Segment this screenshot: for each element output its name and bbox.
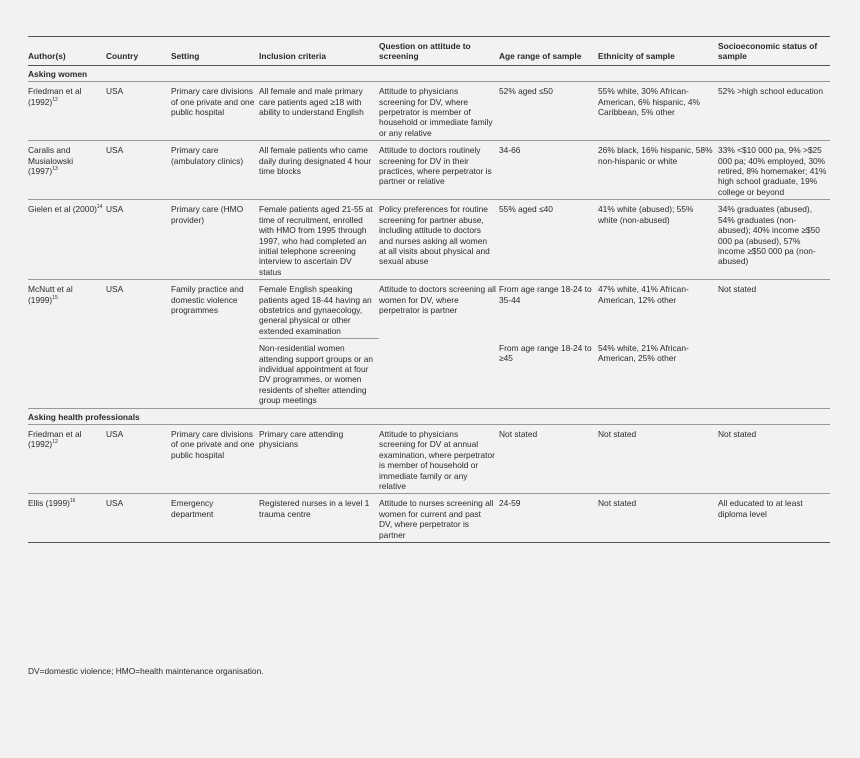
- age-cell: 52% aged ≤50: [499, 82, 598, 141]
- table-row: [28, 141, 830, 200]
- criteria-cell: Primary care attending physicians: [259, 425, 379, 494]
- age-cell: Not stated: [499, 425, 598, 494]
- section-row-professionals: [28, 408, 830, 424]
- table-row: [28, 82, 830, 141]
- age-cell: 34-66: [499, 141, 598, 200]
- ses-cell: 52% >high school education: [718, 82, 830, 141]
- criteria-cell: Non-residential women attending support groups or an individual appointment at four DV programmes, or women residents of shelter attending group meetings: [259, 339, 379, 408]
- table-footnote: DV=domestic violence; HMO=health maintenance organisation.: [28, 666, 264, 676]
- criteria-cell: Female English speaking patients aged 18-44 having an obstetrics and gynaecology, general physical or other extended examination: [259, 280, 379, 339]
- table-row: [28, 494, 830, 543]
- setting-cell: Primary care divisions of one private and one public hospital: [171, 82, 259, 141]
- ethnicity-cell: 47% white, 41% African-American, 12% other: [598, 284, 689, 305]
- ethnicity-cell: Not stated: [598, 425, 718, 494]
- author-cell: Gielen et al $(2000)^{14}$: [28, 200, 106, 280]
- criteria-cell: All female patients who came daily during designated 4 hour time blocks: [259, 141, 379, 200]
- ses-cell: Not stated: [718, 280, 830, 408]
- country-cell: USA: [106, 82, 171, 141]
- setting-cell: Primary care (ambulatory clinics): [171, 141, 259, 200]
- ethnicity-cell: 26% black, 16% hispanic, 58% non-hispanic or white: [598, 141, 718, 200]
- reference-number: 14: [96, 204, 103, 211]
- reference-number: 15: [52, 294, 58, 301]
- setting-cell: Primary care (HMO provider): [171, 200, 259, 280]
- author-cell: Caralis and Musialowski $(1997)^{13}$: [28, 141, 106, 200]
- ses-cell: 33% <$10 000 pa, 9% >$25 000 pa; 40% employed, 30% retired, 8% homemaker; 41% high school graduate, 19% college or beyond: [718, 141, 830, 200]
- table-row: [28, 425, 830, 494]
- table-row: [28, 280, 830, 339]
- setting-cell: Emergency department: [171, 494, 259, 543]
- question-cell: Attitude to physicians screening for DV, where perpetrator is member of household or immediate family or any relative: [379, 82, 499, 141]
- ethnicity-cell: 54% white, 21% African-American, 25% other: [598, 339, 718, 408]
- author-cell: McNutt et al $(1999)^{15}$: [28, 280, 106, 408]
- criteria-cell: Female patients aged 21-55 at time of recruitment, enrolled with HMO from 1995 through 1997, who had completed an initial telephone screening interview to ascertain DV status: [259, 200, 379, 280]
- age-cell: From age range 18-24 to ≥45: [499, 339, 598, 408]
- col-header-ethnicity: Ethnicity of sample: [598, 37, 718, 66]
- ethnicity-cell: Not stated: [598, 494, 718, 543]
- ses-cell: 34% graduates (abused), 54% graduates (non-abused); 40% income ≥$50 000 pa (abused), 57% income ≥$50 000 pa (non-abused): [718, 200, 830, 280]
- table-row: [28, 200, 830, 280]
- country-cell: USA: [106, 280, 171, 408]
- ses-cell: Not stated: [718, 425, 830, 494]
- section-title: Asking women: [28, 65, 830, 81]
- col-header-ses: Socioeconomic status of sample: [718, 37, 830, 66]
- section-row-women: [28, 65, 830, 81]
- section-title: Asking health professionals: [28, 408, 830, 424]
- reference-number: 16: [69, 498, 76, 505]
- col-header-question: Question on attitude to screening: [379, 37, 499, 66]
- col-header-criteria: Inclusion criteria: [259, 37, 379, 66]
- question-cell: Policy preferences for routine screening for partner abuse, including attitude to doctors and nurses asking all women at all visits about physical and sexual abuse: [379, 200, 499, 280]
- col-header-country: Country: [106, 37, 171, 66]
- col-header-age: Age range of sample: [499, 37, 598, 66]
- ethnicity-cell: 41% white (abused); 55% white (non-abused): [598, 200, 718, 280]
- ethnicity-cell: 55% white, 30% African-American, 6% hispanic, 4% Caribbean, 5% other: [598, 82, 718, 141]
- author-cell: Ellis $(1999)^{16}$: [28, 494, 106, 543]
- reference-number: 13: [52, 166, 58, 173]
- criteria-cell: All female and male primary care patients aged ≥18 with ability to understand English: [259, 82, 379, 141]
- age-cell: 55% aged ≤40: [499, 200, 598, 280]
- reference-number: 12: [52, 439, 58, 446]
- question-cell: Attitude to physicians screening for DV at annual examination, where perpetrator is member of household or immediate family or any relative: [379, 425, 499, 494]
- col-header-setting: Setting: [171, 37, 259, 66]
- age-cell: From age range 18-24 to 35-44: [499, 284, 592, 305]
- reference-number: 12: [52, 96, 58, 103]
- header-row: [28, 37, 830, 66]
- setting-cell: Primary care divisions of one private and one public hospital: [171, 425, 259, 494]
- question-cell: Attitude to doctors screening all women for DV, where perpetrator is partner: [379, 280, 499, 408]
- criteria-cell: Registered nurses in a level 1 trauma centre: [259, 494, 379, 543]
- setting-cell: Family practice and domestic violence programmes: [171, 280, 259, 408]
- country-cell: USA: [106, 494, 171, 543]
- age-cell: 24-59: [499, 494, 598, 543]
- country-cell: USA: [106, 425, 171, 494]
- author-cell: Friedman et al $(1992)^{12}$: [28, 425, 106, 494]
- question-cell: Attitude to nurses screening all women for current and past DV, where perpetrator is partner: [379, 494, 499, 543]
- ses-cell: All educated to at least diploma level: [718, 494, 830, 543]
- country-cell: USA: [106, 141, 171, 200]
- country-cell: USA: [106, 200, 171, 280]
- col-header-author: Author(s): [28, 37, 106, 66]
- question-cell: Attitude to doctors routinely screening for DV in their practices, where perpetrator is partner or relative: [379, 141, 499, 200]
- author-cell: Friedman et al $(1992)^{12}$: [28, 82, 106, 141]
- studies-table: [28, 36, 830, 543]
